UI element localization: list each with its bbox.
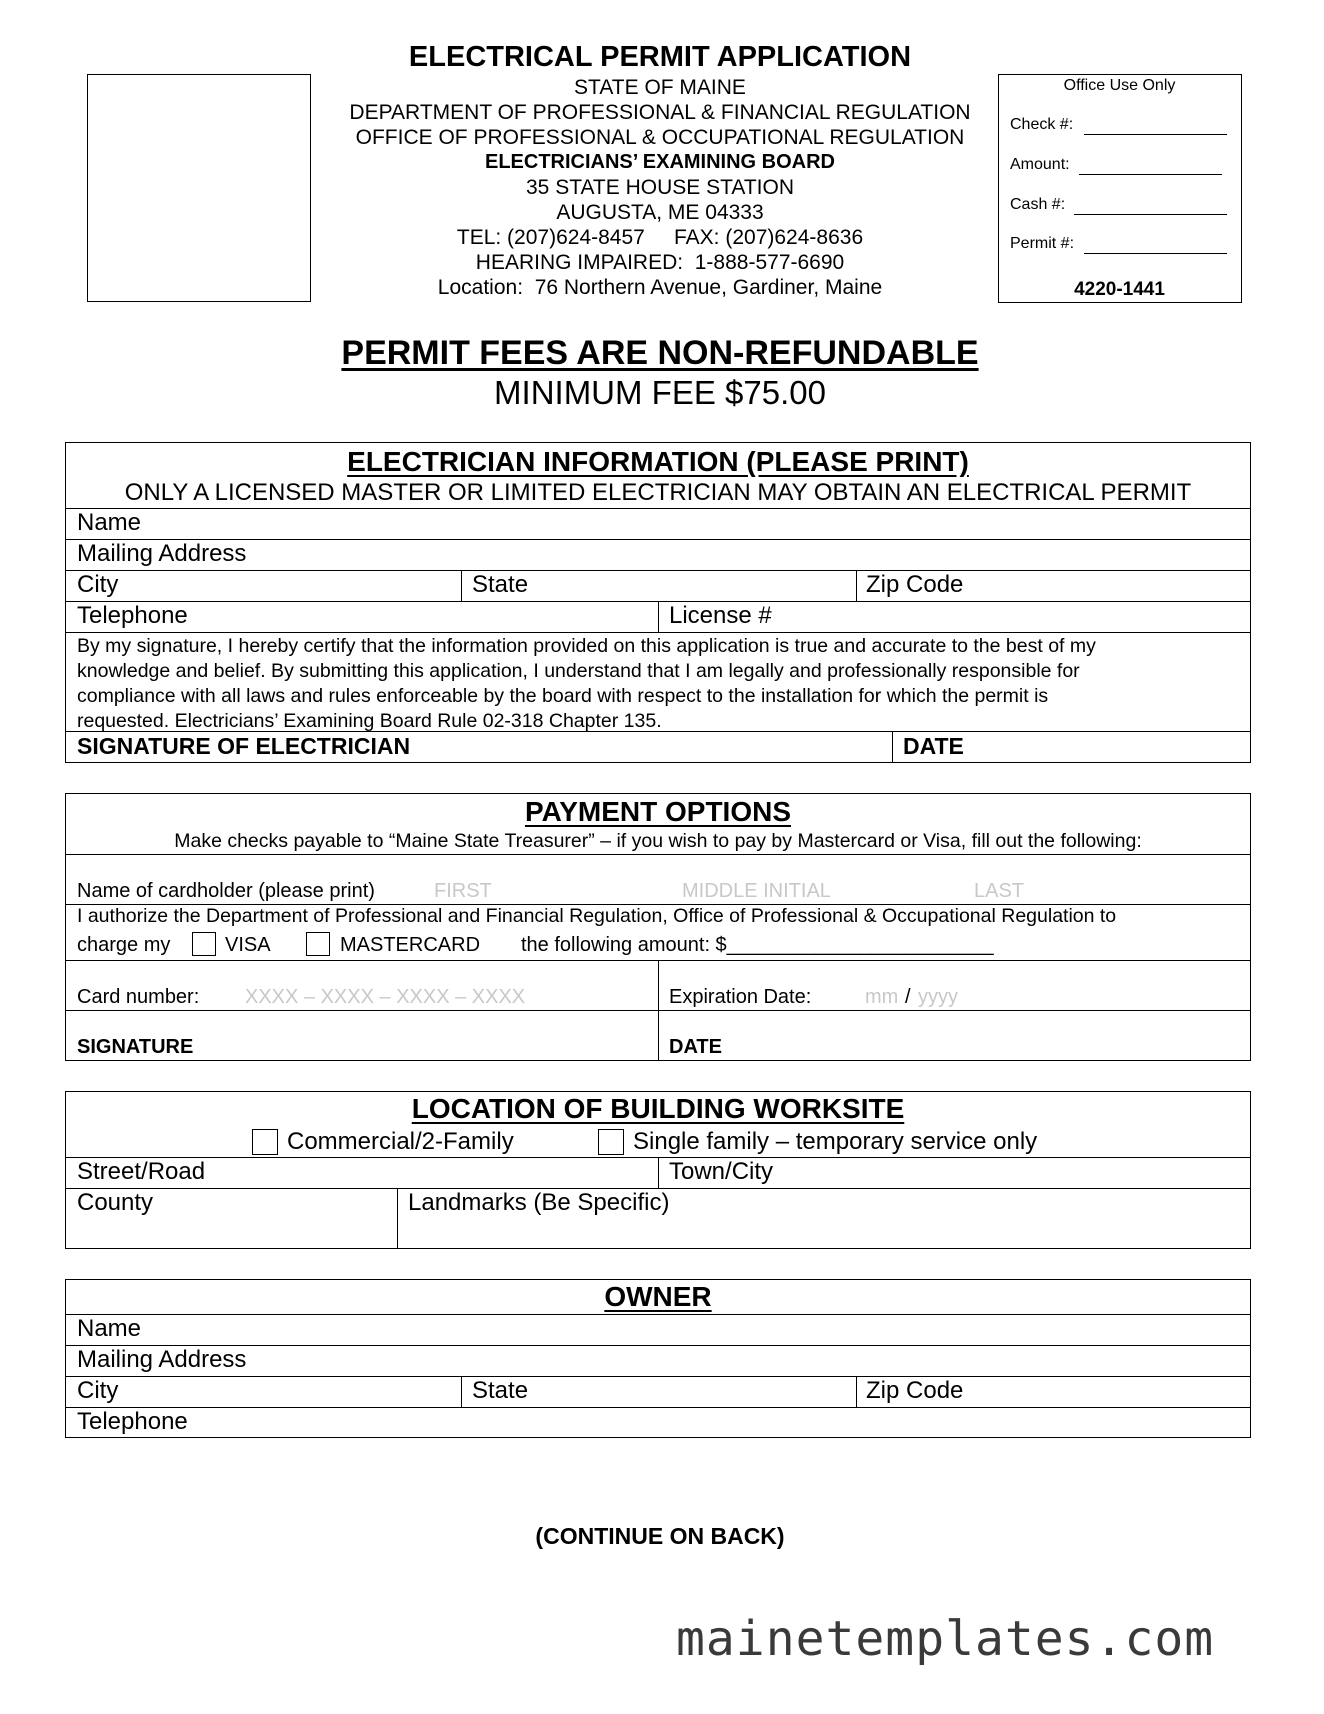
card-number-label: Card number: xyxy=(77,986,200,1008)
owner-state-field[interactable]: State xyxy=(472,1377,529,1404)
header-station: 35 STATE HOUSE STATION xyxy=(526,176,794,199)
owner-telephone-field[interactable]: Telephone xyxy=(77,1408,188,1435)
owner-city-field[interactable]: City xyxy=(77,1377,119,1404)
visa-checkbox[interactable] xyxy=(192,932,216,956)
commercial-label: Commercial/2-Family xyxy=(287,1128,514,1155)
payment-date-field[interactable]: DATE xyxy=(669,1036,722,1058)
header-department: DEPARTMENT OF PROFESSIONAL & FINANCIAL REGULATION xyxy=(349,101,971,124)
charge-my-label: charge my xyxy=(77,934,171,956)
electrician-zip-field[interactable]: Zip Code xyxy=(866,571,964,598)
visa-label: VISA xyxy=(225,934,271,956)
divider xyxy=(892,731,893,763)
certification-line-4: requested. Electricians’ Examining Board Rule 02-318 Chapter 135. xyxy=(77,710,662,732)
owner-name-field[interactable]: Name xyxy=(77,1315,142,1342)
mastercard-checkbox[interactable] xyxy=(306,932,330,956)
electrician-title xyxy=(65,446,1251,478)
payment-note: Make checks payable to “Maine State Treasurer” – if you wish to pay by Mastercard or Visa, fill out the following: xyxy=(174,830,1142,852)
office-amount-line[interactable] xyxy=(1079,174,1222,175)
town-city-field[interactable]: Town/City xyxy=(669,1158,774,1185)
certification-line-3: compliance with all laws and rules enforceable by the board with respect to the installation for which the permit is xyxy=(77,685,1049,707)
electrician-signature-field[interactable]: SIGNATURE OF ELECTRICIAN xyxy=(77,733,411,759)
divider xyxy=(65,731,1251,732)
card-number-input[interactable]: XXXX – XXXX – XXXX – XXXX xyxy=(245,986,526,1008)
header-office: OFFICE OF PROFESSIONAL & OCCUPATIONAL REGULATION xyxy=(355,126,965,149)
electrician-state-field[interactable]: State xyxy=(472,571,529,598)
county-field[interactable]: County xyxy=(77,1189,154,1216)
single-family-label: Single family – temporary service only xyxy=(633,1128,1038,1155)
photo-box xyxy=(87,74,311,302)
owner-mailing-address-field[interactable]: Mailing Address xyxy=(77,1346,247,1373)
location-title xyxy=(65,1093,1251,1125)
owner-title xyxy=(65,1281,1251,1313)
expiration-label: Expiration Date: xyxy=(669,986,812,1008)
fees-notice-text: PERMIT FEES ARE NON-REFUNDABLE xyxy=(341,334,979,372)
electrician-name-field[interactable]: Name xyxy=(77,509,142,536)
continue-on-back: (CONTINUE ON BACK) xyxy=(535,1523,785,1549)
electrician-city-field[interactable]: City xyxy=(77,571,119,598)
divider xyxy=(658,601,659,632)
certification-line-1: By my signature, I hereby certify that the information provided on this application is true and accurate to the best of my xyxy=(77,635,1096,657)
expiration-month-input[interactable]: mm xyxy=(865,986,899,1008)
watermark-text: mainetemplates.com xyxy=(676,1611,1215,1667)
location-title-text: LOCATION OF BUILDING WORKSITE xyxy=(411,1093,905,1124)
electrician-title-text: ELECTRICIAN INFORMATION (PLEASE PRINT) xyxy=(347,446,969,477)
office-permit-label: Permit #: xyxy=(1010,235,1075,252)
divider xyxy=(856,1376,857,1407)
header-hearing-impaired: HEARING IMPAIRED: 1-888-577-6690 xyxy=(475,251,845,274)
office-permit-line[interactable] xyxy=(1084,253,1227,254)
divider xyxy=(65,570,1251,571)
divider xyxy=(65,632,1251,633)
cardholder-first-input[interactable]: FIRST xyxy=(434,880,492,902)
expiration-year-input[interactable]: yyyy xyxy=(918,986,958,1008)
divider xyxy=(397,1188,398,1249)
electrician-date-field[interactable]: DATE xyxy=(903,733,964,759)
divider xyxy=(65,1376,1251,1377)
divider xyxy=(65,854,1251,855)
cardholder-last-input[interactable]: LAST xyxy=(974,880,1025,902)
header-location: Location: 76 Northern Avenue, Gardiner, Maine xyxy=(437,276,883,299)
form-title: ELECTRICAL PERMIT APPLICATION xyxy=(408,41,912,73)
office-use-box xyxy=(998,74,1242,303)
electrician-license-field[interactable]: License # xyxy=(669,602,772,629)
office-code: 4220-1441 xyxy=(1074,279,1165,300)
office-cash-label: Cash #: xyxy=(1010,196,1066,213)
divider xyxy=(65,1314,1251,1315)
cardholder-middle-initial-input[interactable]: MIDDLE INITIAL xyxy=(682,880,831,902)
electrician-subtitle: ONLY A LICENSED MASTER OR LIMITED ELECTRICIAN MAY OBTAIN AN ELECTRICAL PERMIT xyxy=(124,479,1192,506)
office-check-line[interactable] xyxy=(1084,134,1227,135)
commercial-checkbox[interactable] xyxy=(252,1129,278,1155)
office-check-label: Check #: xyxy=(1010,116,1074,133)
owner-zip-field[interactable]: Zip Code xyxy=(866,1377,964,1404)
header-city: AUGUSTA, ME 04333 xyxy=(556,201,764,224)
divider xyxy=(65,508,1251,509)
divider xyxy=(65,1010,1251,1011)
charge-amount-field[interactable]: the following amount: $________________________ xyxy=(521,934,994,956)
payment-title xyxy=(65,796,1251,828)
payment-title-text: PAYMENT OPTIONS xyxy=(524,796,792,827)
minimum-fee: MINIMUM FEE $75.00 xyxy=(494,374,826,411)
electrician-telephone-field[interactable]: Telephone xyxy=(77,602,188,629)
office-cash-line[interactable] xyxy=(1074,214,1227,215)
office-amount-label: Amount: xyxy=(1010,156,1070,173)
owner-title-text: OWNER xyxy=(604,1281,712,1312)
office-use-title: Office Use Only xyxy=(1063,77,1176,94)
electrician-mailing-address-field[interactable]: Mailing Address xyxy=(77,540,247,567)
street-road-field[interactable]: Street/Road xyxy=(77,1158,206,1185)
divider xyxy=(856,570,857,601)
divider xyxy=(461,1376,462,1407)
mastercard-label: MASTERCARD xyxy=(340,934,481,956)
fees-notice xyxy=(200,334,1120,372)
certification-line-2: knowledge and belief. By submitting this application, I understand that I am legally and professionally responsible for xyxy=(77,660,1080,682)
divider xyxy=(658,1157,659,1188)
divider xyxy=(65,1407,1251,1408)
header-state: STATE OF MAINE xyxy=(574,76,746,99)
single-family-checkbox[interactable] xyxy=(598,1129,624,1155)
payment-signature-field[interactable]: SIGNATURE xyxy=(77,1036,194,1058)
divider xyxy=(461,570,462,601)
cardholder-label: Name of cardholder (please print) xyxy=(77,880,375,902)
header-phone-fax: TEL: (207)624-8457 FAX: (207)624-8636 xyxy=(456,226,864,249)
authorize-text: I authorize the Department of Professional and Financial Regulation, Office of Professional & Occupational Regulation to xyxy=(77,905,1117,927)
expiration-separator: / xyxy=(905,986,911,1008)
landmarks-field[interactable]: Landmarks (Be Specific) xyxy=(408,1189,670,1216)
header-board: ELECTRICIANS’ EXAMINING BOARD xyxy=(484,151,836,173)
